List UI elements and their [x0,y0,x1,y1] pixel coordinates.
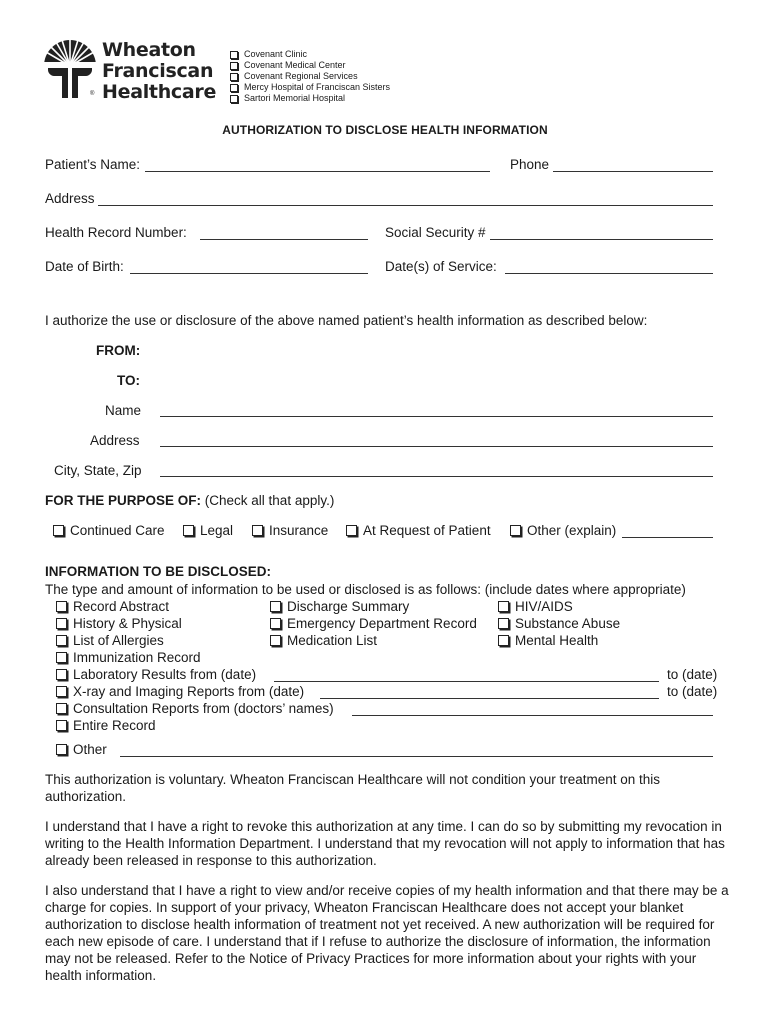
registered-mark: ® [90,91,95,97]
checkbox-icon[interactable] [270,618,281,629]
recipient-city-field[interactable] [160,476,713,477]
checkbox-icon[interactable] [53,525,64,536]
info-immunization-record[interactable] [56,649,201,666]
option-label: Substance Abuse [515,616,621,631]
info-other[interactable] [56,741,107,758]
info-medication-list[interactable] [270,632,377,649]
info-discharge-summary[interactable] [270,598,409,615]
checkbox-icon[interactable] [56,703,67,714]
info-mental-health[interactable] [498,632,598,649]
checkbox-icon[interactable] [56,618,67,629]
checkbox-icon[interactable] [56,720,67,731]
to-label: TO: [117,373,140,388]
info-entire-record[interactable] [56,717,156,734]
recipient-address-field[interactable] [160,446,713,447]
facility-label: Covenant Clinic [244,49,308,59]
purpose-insurance[interactable] [252,522,328,539]
dob-label: Date of Birth: [45,259,124,274]
checkbox-icon[interactable] [230,51,238,59]
info-history-physical[interactable] [56,615,182,632]
info-hiv-aids[interactable] [498,598,573,615]
info-laboratory-results[interactable] [56,666,256,683]
facility-item[interactable] [230,49,390,60]
phone-label: Phone [510,157,550,172]
revocation-paragraph: I understand that I have a right to revoke this authorization at any time. I can do so by submitting my revocation in writing to the Health Information Department. I understand that my revocation will not apply to information that has already been released in response to this authorization. [45,819,725,868]
address-field[interactable] [98,205,713,206]
option-label: List of Allergies [73,633,164,648]
health-record-field[interactable] [200,239,368,240]
purpose-other[interactable] [510,522,616,539]
purpose-continued-care[interactable] [53,522,165,539]
purpose-request-of-patient[interactable] [346,522,491,539]
checkbox-icon[interactable] [252,525,263,536]
checkbox-icon[interactable] [270,601,281,612]
checkbox-icon[interactable] [230,95,238,103]
ssn-field[interactable] [490,239,713,240]
info-other-field[interactable] [120,756,713,757]
option-label: Insurance [269,523,329,538]
option-label: Legal [200,523,234,538]
option-label: HIV/AIDS [515,599,573,614]
facility-label: Covenant Regional Services [244,71,358,81]
checkbox-icon[interactable] [56,686,67,697]
checkbox-icon[interactable] [56,652,67,663]
purpose-legal[interactable] [183,522,233,539]
info-list-of-allergies[interactable] [56,632,164,649]
health-record-label: Health Record Number: [45,225,187,240]
checkbox-icon[interactable] [230,62,238,70]
recipient-city-label: City, State, Zip [54,463,142,478]
option-label: Other (explain) [527,523,617,538]
facility-item[interactable] [230,82,390,93]
option-label: Entire Record [73,718,156,733]
voluntary-paragraph: This authorization is voluntary. Wheaton Franciscan Healthcare will not condition your treatment on this authorization. [45,772,661,804]
logo-line-1: Wheaton [102,39,196,61]
facility-label: Covenant Medical Center [244,60,346,70]
logo [42,38,217,103]
option-label: At Request of Patient [363,523,491,538]
info-intro: The type and amount of information to be used or disclosed is as follows: (include dates where appropriate) [45,582,686,597]
consult-doctors-field[interactable] [352,715,713,716]
xray-date-field[interactable] [320,698,659,699]
facility-list [230,49,390,104]
option-label: Consultation Reports from (doctors’ names) [73,701,334,716]
checkbox-icon[interactable] [56,669,67,680]
dates-of-service-label: Date(s) of Service: [385,259,497,274]
option-label: X-ray and Imaging Reports from (date) [73,684,305,699]
lab-to-date-label: to (date) [667,667,718,682]
purpose-other-field[interactable] [622,537,713,538]
dob-field[interactable] [130,273,368,274]
info-substance-abuse[interactable] [498,615,620,632]
checkbox-icon[interactable] [56,635,67,646]
purpose-title: FOR THE PURPOSE OF: [45,493,202,508]
checkbox-icon[interactable] [498,618,509,629]
facility-item[interactable] [230,60,390,71]
option-label: Discharge Summary [287,599,410,614]
checkbox-icon[interactable] [230,84,238,92]
option-label: Other [73,742,107,757]
option-label: Mental Health [515,633,599,648]
info-heading: INFORMATION TO BE DISCLOSED: [45,564,271,579]
checkbox-icon[interactable] [183,525,194,536]
option-label: Immunization Record [73,650,201,665]
checkbox-icon[interactable] [230,73,238,81]
ssn-label: Social Security # [385,225,486,240]
checkbox-icon[interactable] [510,525,521,536]
authorize-statement: I authorize the use or disclosure of the above named patient’s health information as described below: [45,313,648,328]
option-label: Continued Care [70,523,165,538]
from-label: FROM: [96,343,141,358]
purpose-note: (Check all that apply.) [204,493,335,508]
option-label: Emergency Department Record [287,616,477,631]
info-xray-imaging[interactable] [56,683,304,700]
address-label: Address [45,191,95,206]
xray-to-date-label: to (date) [667,684,718,699]
facility-item[interactable] [230,93,390,104]
option-label: Record Abstract [73,599,170,614]
checkbox-icon[interactable] [56,744,67,755]
checkbox-icon[interactable] [270,635,281,646]
checkbox-icon[interactable] [56,601,67,612]
checkbox-icon[interactable] [346,525,357,536]
logo-wordmark [102,40,216,103]
facility-item[interactable] [230,71,390,82]
recipient-name-field[interactable] [160,416,713,417]
rights-paragraph: I also understand that I have a right to view and/or receive copies of my health information and that there may be a charge for copies. In support of your privacy, Wheaton Franciscan Healthcare does not accept your blanket authorization to disclose health information of treatment not yet received. A new authorization will be required for each new episode of care. I understand that if I refuse to authorize the disclosure of information, the information may not be released. Refer to the Notice of Privacy Practices for more information about your rights with your health information. [45,883,729,983]
option-label: Medication List [287,633,378,648]
patient-name-field[interactable] [145,171,490,172]
recipient-name-label: Name [105,403,142,418]
option-label: History & Physical [73,616,182,631]
logo-line-3: Healthcare [102,81,217,103]
facility-label: Sartori Memorial Hospital [244,93,346,103]
patient-name-label: Patient’s Name: [45,157,141,172]
facility-label: Mercy Hospital of Franciscan Sisters [244,82,391,92]
checkbox-icon[interactable] [498,635,509,646]
recipient-address-label: Address [90,433,140,448]
checkbox-icon[interactable] [498,601,509,612]
info-record-abstract[interactable] [56,598,169,615]
dates-of-service-field[interactable] [505,273,713,274]
purpose-heading [45,492,334,509]
lab-date-field[interactable] [274,681,659,682]
option-label: Laboratory Results from (date) [73,667,257,682]
logo-line-2: Franciscan [102,60,214,82]
info-consultation-reports[interactable] [56,700,334,717]
form-title: AUTHORIZATION TO DISCLOSE HEALTH INFORMATION [222,123,548,137]
info-emergency-department-record[interactable] [270,615,477,632]
phone-field[interactable] [553,171,713,172]
